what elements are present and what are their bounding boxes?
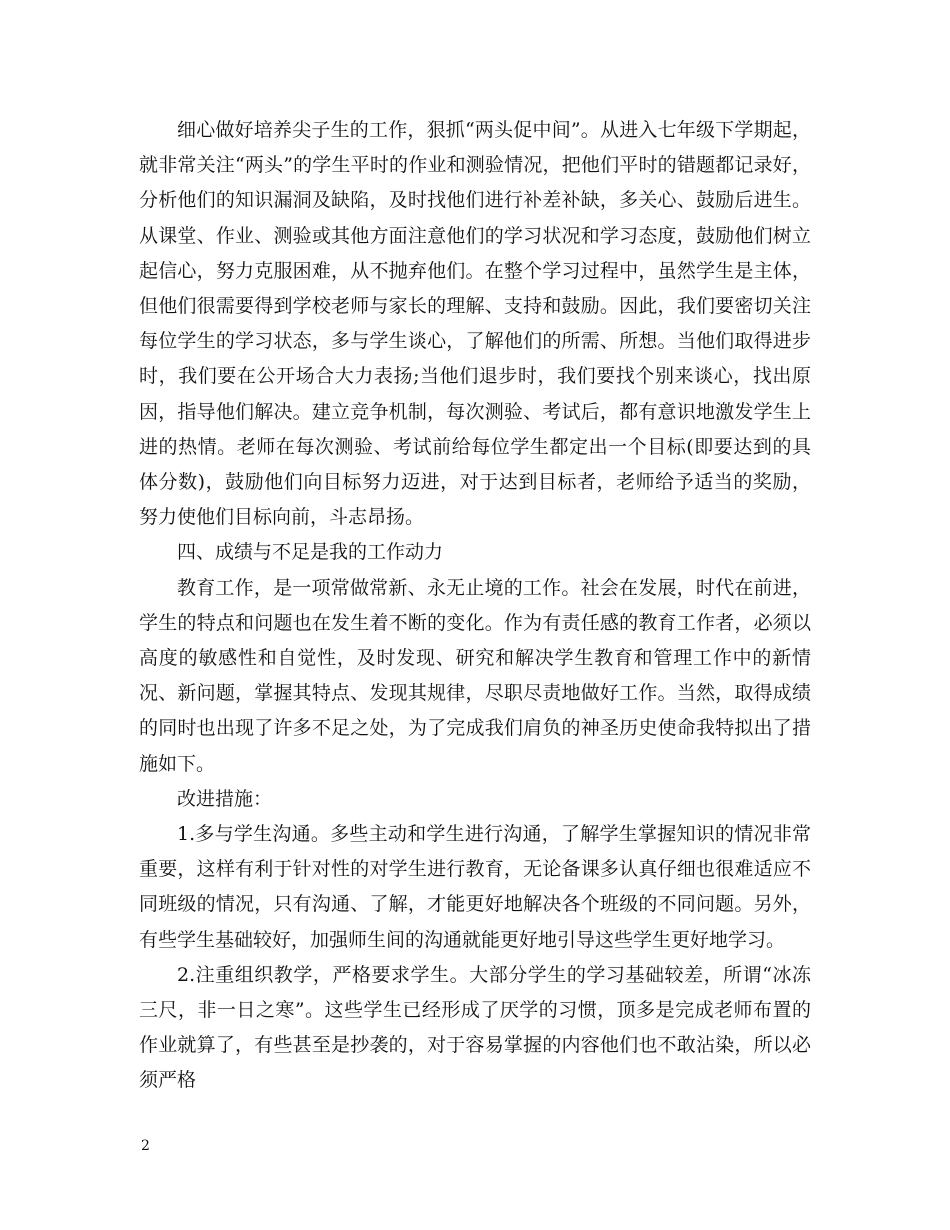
paragraph-education-work: 教育工作，是一项常做常新、永无止境的工作。社会在发展，时代在前进，学生的特点和问题也在发生着不断的变化。作为有责任感的教育工作者，必须以高度的敏感性和自觉性，及时发现、研究和解决学生教育和管理工作中的新情况、新问题，掌握其特点、发现其规律，尽职尽责地做好工作。当然，取得成绩的同时也出现了许多不足之处，为了完成我们肩负的神圣历史使命我特拟出了措施如下。 — [139, 576, 811, 775]
paragraph-measure-2: 2.注重组织教学，严格要求学生。大部分学生的学习基础较差，所谓“冰冻三尺，非一日之寒”。这些学生已经形成了厌学的习惯，顶多是完成老师布置的作业就算了，有些甚至是抄袭的，对于容易掌握的内容他们也不敢沾染，所以必须严格 — [139, 963, 811, 1092]
heading-improvement-measures: 改进措施： — [177, 787, 273, 810]
section-heading-achievements: 四、成绩与不足是我的工作动力 — [177, 541, 444, 564]
paragraph-top-students: 细心做好培养尖子生的工作，狠抓“两头促中间”。从进入七年级下学期起，就非常关注“两头”的学生平时的作业和测验情况，把他们平时的错题都记录好，分析他们的知识漏洞及缺陷，及时找他们进行补差补缺，多关心、鼓励后进生。从课堂、作业、测验或其他方面注意他们的学习状况和学习态度，鼓励他们树立起信心，努力克服困难，从不抛弃他们。在整个学习过程中，虽然学生是主体，但他们很需要得到学校老师与家长的理解、支持和鼓励。因此，我们要密切关注每位学生的学习状态，多与学生谈心，了解他们的所需、所想。当他们取得进步时，我们要在公开场合大力表扬;当他们退步时，我们要找个别来谈心，找出原因，指导他们解决。建立竞争机制，每次测验、考试后，都有意识地激发学生上进的热情。老师在每次测验、考试前给每位学生都定出一个目标(即要达到的具体分数)，鼓励他们向目标努力迈进，对于达到目标者，老师给予适当的奖励，努力使他们目标向前，斗志昂扬。 — [139, 119, 811, 529]
body-text — [139, 113, 811, 1099]
paragraph-measure-1: 1.多与学生沟通。多些主动和学生进行沟通，了解学生掌握知识的情况非常重要，这样有利于针对性的对学生进行教育，无论备课多认真仔细也很难适应不同班级的情况，只有沟通、了解，才能更好地解决各个班级的不同问题。另外，有些学生基础较好，加强师生间的沟通就能更好地引导这些学生更好地学习。 — [139, 823, 811, 951]
page-number: 2 — [141, 1138, 150, 1154]
